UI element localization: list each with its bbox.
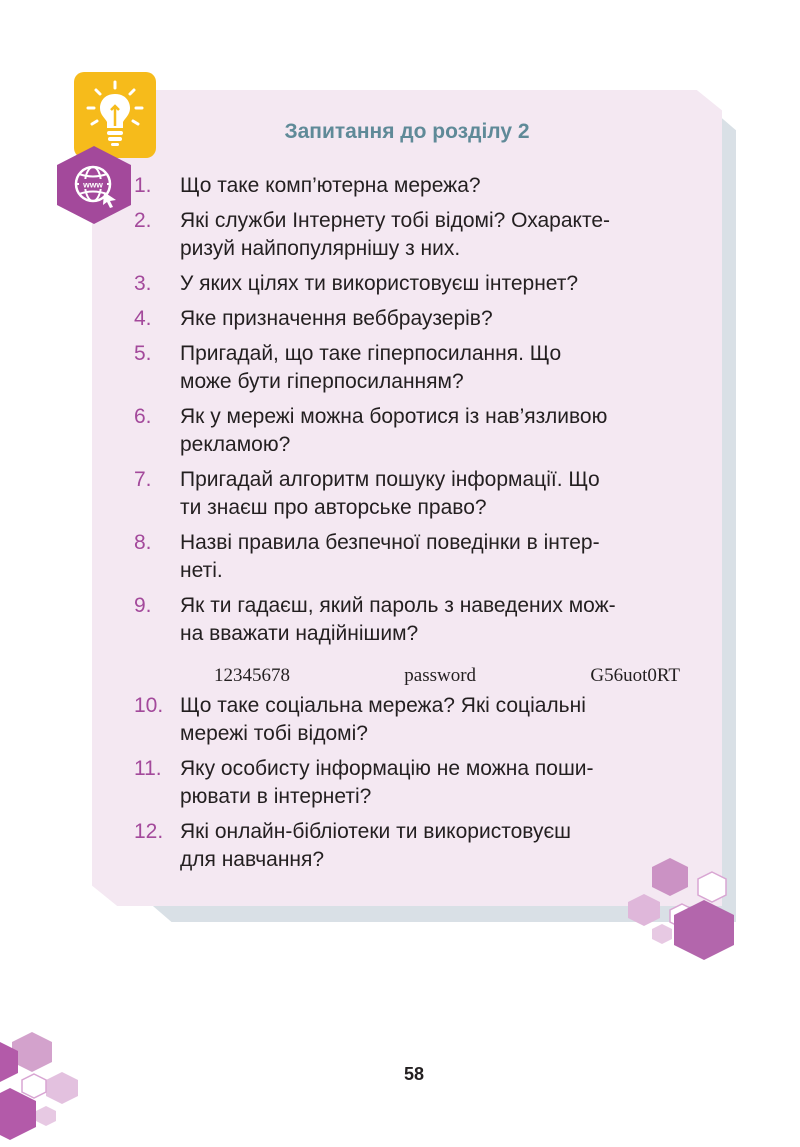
question-text: Як у мережі можна боротися із нав’язливою рекламою? <box>180 405 608 456</box>
question-item <box>134 207 682 263</box>
question-text: У яких цілях ти використовуєш інтернет? <box>180 272 579 295</box>
question-text: Що таке комп’ютерна мережа? <box>180 174 481 197</box>
www-globe-icon <box>55 144 133 226</box>
question-number: 3. <box>134 272 152 295</box>
question-text: Яке призначення веббраузерів? <box>180 307 493 330</box>
question-number: 10. <box>134 694 164 717</box>
question-number: 11. <box>134 757 162 780</box>
question-text: Назві правила безпечної поведінки в інтер- неті. <box>180 531 600 582</box>
hexagon-decoration <box>618 852 740 976</box>
question-number: 6. <box>134 405 152 428</box>
question-text: Які служби Інтернету тобі відомі? Охаракте- ризуй найпопулярнішу з них. <box>180 209 610 260</box>
password-example: G56uot0RT <box>590 665 680 686</box>
question-item <box>134 818 682 874</box>
question-text: Яку особисту інформацію не можна поши- рювати в інтернеті? <box>180 757 594 808</box>
question-item <box>134 340 682 396</box>
www-label: www <box>83 179 103 190</box>
question-number: 12. <box>134 820 164 843</box>
question-item <box>134 692 682 748</box>
section-title: Запитання до розділу 2 <box>284 120 530 143</box>
question-text: Які онлайн-бібліотеки ти використовуєш для навчання? <box>180 820 572 871</box>
password-example: 12345678 <box>214 665 290 686</box>
question-item <box>134 172 682 200</box>
question-text: Як ти гадаєш, який пароль з наведених мож- на вважати надійнішим? <box>180 594 616 645</box>
question-item <box>134 305 682 333</box>
question-item <box>134 592 682 648</box>
question-text: Пригадай, що таке гіперпосилання. Що може бути гіперпосиланням? <box>180 342 562 393</box>
password-examples <box>214 665 680 687</box>
question-number: 8. <box>134 531 152 554</box>
question-text: Пригадай алгоритм пошуку інформації. Що ти знаєш про авторське право? <box>180 468 600 519</box>
question-item <box>134 466 682 522</box>
password-example: password <box>404 665 477 686</box>
question-item <box>134 270 682 298</box>
question-number: 9. <box>134 594 152 617</box>
page-number: 58 <box>403 1064 425 1084</box>
question-number: 2. <box>134 209 152 232</box>
question-item <box>134 403 682 459</box>
question-text: Що таке соціальна мережа? Які соціальні мережі тобі відомі? <box>180 694 586 745</box>
question-number: 5. <box>134 342 152 365</box>
question-item <box>134 529 682 585</box>
hexagon-decoration <box>0 1028 92 1147</box>
question-number: 4. <box>134 307 152 330</box>
question-number: 7. <box>134 468 152 491</box>
question-item <box>134 755 682 811</box>
question-number: 1. <box>134 174 152 197</box>
questions-list <box>134 172 682 881</box>
